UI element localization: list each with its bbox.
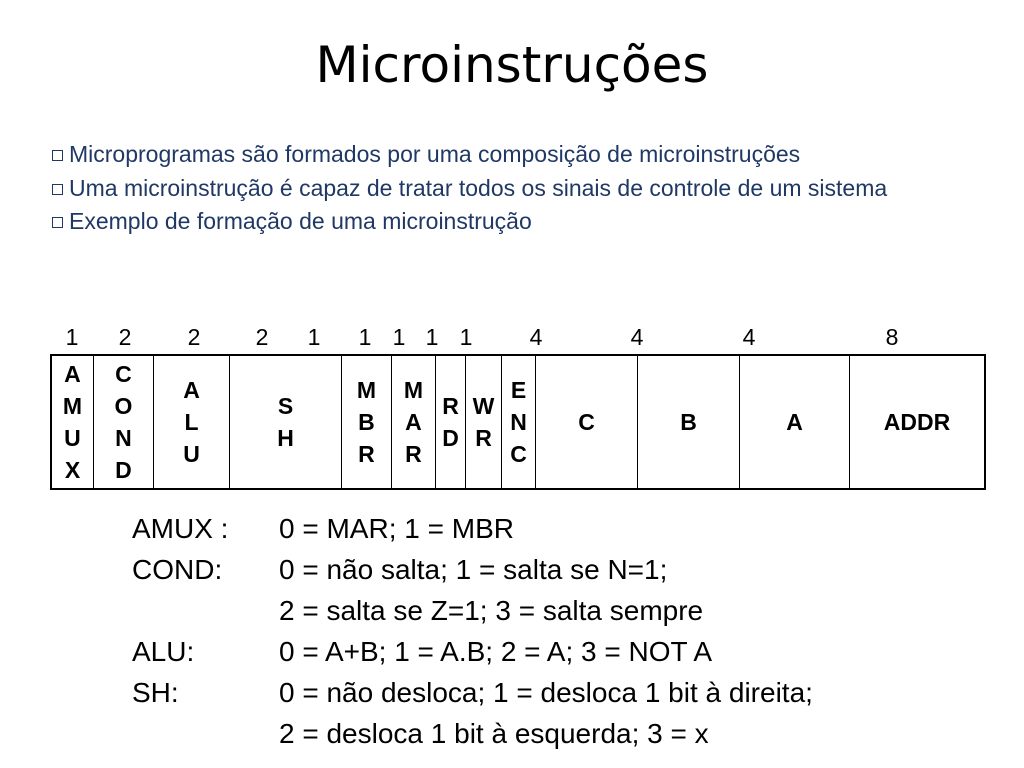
field-width: 1	[459, 324, 473, 350]
microinstruction-format-table	[50, 354, 986, 490]
definition-key: ALU:	[132, 636, 195, 667]
field-mar	[392, 356, 436, 488]
field-addr	[850, 356, 984, 488]
field-label: A M U X	[62, 361, 83, 483]
definition-key: SH:	[132, 677, 179, 708]
field-width: 4	[742, 324, 756, 350]
field-width-row	[0, 324, 1024, 354]
field-width: 1	[358, 324, 372, 350]
bullet-text: Uma microinstrução é capaz de tratar todos os sinais de controle de um sistema	[69, 174, 888, 201]
field-enc	[502, 356, 536, 488]
field-label: W R	[472, 393, 495, 451]
field-width: 2	[187, 324, 201, 350]
field-c	[536, 356, 638, 488]
definition-value: 0 = não desloca; 1 = desloca 1 bit à direita;	[279, 677, 813, 708]
definition-value: 0 = MAR; 1 = MBR	[279, 513, 514, 544]
definition-value: 0 = A+B; 1 = A.B; 2 = A; 3 = NOT A	[279, 636, 712, 667]
field-width: 2	[118, 324, 132, 350]
field-label: ADDR	[883, 408, 951, 435]
field-width: 1	[425, 324, 439, 350]
field-label: C	[578, 408, 595, 435]
field-rd	[436, 356, 466, 488]
field-width: 4	[529, 324, 543, 350]
field-width: 1	[392, 324, 406, 350]
slide-title: Microinstruções	[315, 36, 709, 94]
field-mbr	[342, 356, 392, 488]
field-label: A	[786, 408, 803, 435]
field-label: R D	[442, 393, 459, 451]
checkbox-bullet-icon	[52, 184, 63, 195]
field-label: M B R	[356, 377, 377, 467]
field-label: A L U	[183, 377, 200, 467]
definition-value: 2 = salta se Z=1; 3 = salta sempre	[279, 595, 704, 626]
field-amux	[52, 356, 94, 488]
definition-key: AMUX :	[132, 513, 229, 544]
bullet-item	[52, 205, 925, 239]
checkbox-bullet-icon	[52, 217, 63, 228]
field-label: C O N D	[114, 361, 133, 483]
definition-value: 0 = não salta; 1 = salta se N=1;	[279, 554, 668, 585]
field-width: 4	[630, 324, 644, 350]
field-a	[740, 356, 850, 488]
definition-key: COND:	[132, 554, 223, 585]
field-alu	[154, 356, 230, 488]
bullet-text: Exemplo de formação de uma microinstrução	[69, 208, 532, 234]
field-width: 2	[255, 324, 269, 350]
field-label: B	[680, 408, 697, 435]
field-width: 1	[65, 324, 79, 350]
bullet-text: Microprogramas são formados por uma composição de microinstruções	[69, 141, 801, 167]
field-sh	[230, 356, 342, 488]
field-label: S H	[277, 393, 294, 451]
field-label: M A R	[403, 377, 424, 467]
field-b	[638, 356, 740, 488]
bullet-item	[52, 172, 925, 206]
field-width: 8	[885, 324, 899, 350]
field-cond	[94, 356, 154, 488]
bullet-list	[52, 138, 925, 239]
field-width: 1	[307, 324, 321, 350]
checkbox-bullet-icon	[52, 150, 63, 161]
field-wr	[466, 356, 502, 488]
bullet-item	[52, 138, 925, 172]
definition-value: 2 = desloca 1 bit à esquerda; 3 = x	[279, 718, 709, 749]
field-label: E N C	[510, 377, 527, 467]
